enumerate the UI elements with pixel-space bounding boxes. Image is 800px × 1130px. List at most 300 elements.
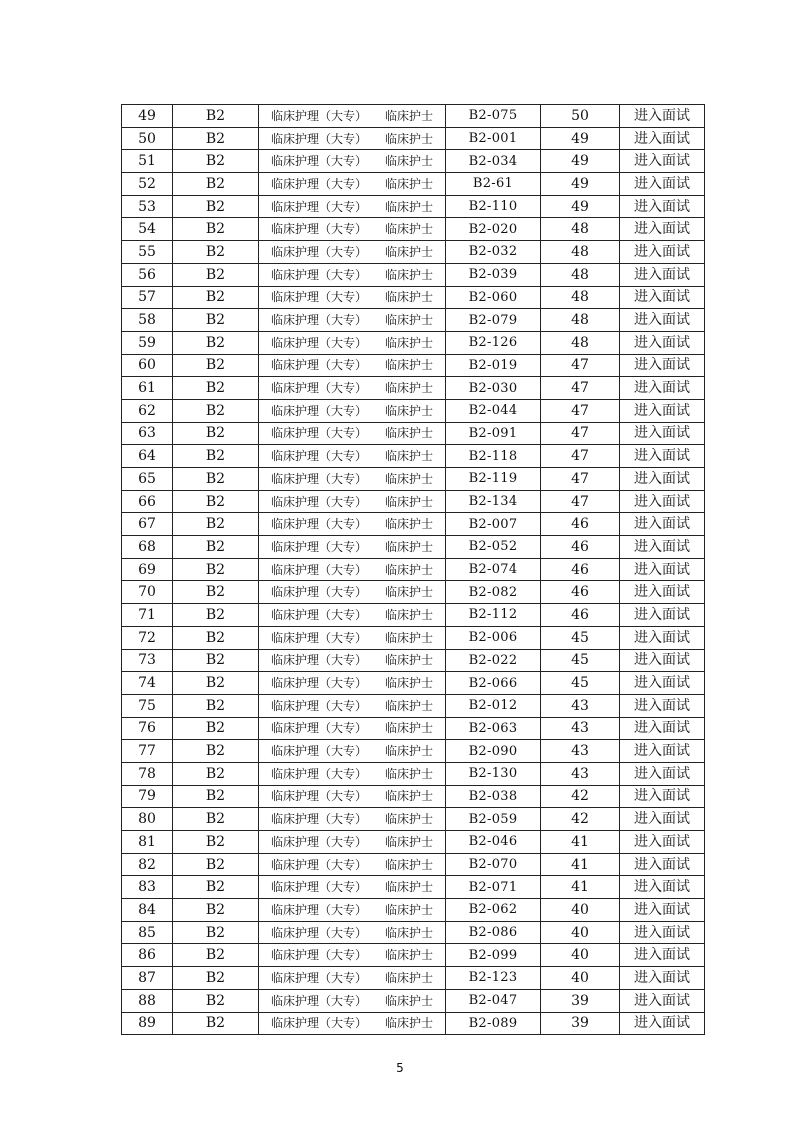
position-label: 临床护理（大专） (270, 970, 367, 985)
candidate-id-cell: B2-086 (446, 921, 541, 944)
result-cell: 进入面试 (620, 604, 705, 627)
rank-cell: 51 (122, 150, 173, 173)
score-cell: 39 (541, 1012, 620, 1035)
page-number: 5 (396, 1061, 404, 1075)
table-row (122, 626, 705, 649)
position-cell (259, 762, 446, 785)
post-label: 临床护士 (385, 880, 434, 895)
result-cell: 进入面试 (620, 445, 705, 468)
candidate-id-cell: B2-047 (446, 989, 541, 1012)
score-cell: 49 (541, 195, 620, 218)
result-cell: 进入面试 (620, 513, 705, 536)
score-cell: 49 (541, 150, 620, 173)
post-label: 临床护士 (385, 539, 434, 554)
score-cell: 41 (541, 831, 620, 854)
post-label: 临床护士 (385, 290, 434, 305)
post-label: 临床护士 (385, 403, 434, 418)
position-label: 临床护理（大专） (270, 426, 367, 441)
rank-cell: 87 (122, 967, 173, 990)
rank-cell: 84 (122, 899, 173, 922)
table-row (122, 195, 705, 218)
score-cell: 46 (541, 604, 620, 627)
position-label: 临床护理（大专） (270, 653, 367, 668)
table-row (122, 1012, 705, 1035)
candidate-id-cell: B2-134 (446, 490, 541, 513)
group-cell: B2 (173, 717, 259, 740)
result-cell: 进入面试 (620, 717, 705, 740)
group-cell: B2 (173, 354, 259, 377)
position-label: 临床护理（大专） (270, 676, 367, 691)
group-cell: B2 (173, 694, 259, 717)
post-label: 临床护士 (385, 857, 434, 872)
position-label: 临床护理（大专） (270, 744, 367, 759)
post-label: 临床护士 (385, 744, 434, 759)
table-row (122, 831, 705, 854)
post-label: 临床护士 (385, 471, 434, 486)
post-label: 临床护士 (385, 313, 434, 328)
candidate-id-cell: B2-071 (446, 876, 541, 899)
table-row (122, 876, 705, 899)
rank-cell: 58 (122, 309, 173, 332)
position-label: 临床护理（大专） (270, 449, 367, 464)
score-cell: 40 (541, 967, 620, 990)
post-label: 临床护士 (385, 721, 434, 736)
group-cell: B2 (173, 604, 259, 627)
group-cell: B2 (173, 762, 259, 785)
score-cell: 46 (541, 536, 620, 559)
rank-cell: 64 (122, 445, 173, 468)
position-cell (259, 989, 446, 1012)
post-label: 临床护士 (385, 108, 434, 123)
score-cell: 50 (541, 105, 620, 128)
table-row (122, 899, 705, 922)
candidate-id-cell: B2-089 (446, 1012, 541, 1035)
score-cell: 49 (541, 127, 620, 150)
rank-cell: 53 (122, 195, 173, 218)
result-cell: 进入面试 (620, 127, 705, 150)
post-label: 临床护士 (385, 1016, 434, 1031)
group-cell: B2 (173, 581, 259, 604)
result-cell: 进入面试 (620, 263, 705, 286)
score-cell: 42 (541, 808, 620, 831)
table-row (122, 581, 705, 604)
post-label: 临床护士 (385, 199, 434, 214)
post-label: 临床护士 (385, 630, 434, 645)
group-cell: B2 (173, 989, 259, 1012)
candidate-id-cell: B2-059 (446, 808, 541, 831)
rank-cell: 57 (122, 286, 173, 309)
group-cell: B2 (173, 218, 259, 241)
position-label: 临床护理（大专） (270, 766, 367, 781)
table-row (122, 672, 705, 695)
group-cell: B2 (173, 831, 259, 854)
candidate-id-cell: B2-066 (446, 672, 541, 695)
result-cell: 进入面试 (620, 876, 705, 899)
rank-cell: 66 (122, 490, 173, 513)
position-label: 临床护理（大专） (270, 993, 367, 1008)
result-cell: 进入面试 (620, 536, 705, 559)
score-cell: 43 (541, 762, 620, 785)
candidate-id-cell: B2-038 (446, 785, 541, 808)
position-cell (259, 740, 446, 763)
table-row (122, 218, 705, 241)
table-row (122, 694, 705, 717)
result-cell: 进入面试 (620, 218, 705, 241)
rank-cell: 65 (122, 468, 173, 491)
post-label: 临床护士 (385, 585, 434, 600)
table-row (122, 490, 705, 513)
position-cell (259, 468, 446, 491)
candidate-id-cell: B2-082 (446, 581, 541, 604)
rank-cell: 73 (122, 649, 173, 672)
position-cell (259, 309, 446, 332)
position-cell (259, 944, 446, 967)
position-label: 临床护理（大专） (270, 607, 367, 622)
group-cell: B2 (173, 967, 259, 990)
position-cell (259, 422, 446, 445)
position-cell (259, 331, 446, 354)
group-cell: B2 (173, 536, 259, 559)
score-cell: 42 (541, 785, 620, 808)
position-label: 临床护理（大专） (270, 290, 367, 305)
candidate-id-cell: B2-039 (446, 263, 541, 286)
group-cell: B2 (173, 127, 259, 150)
group-cell: B2 (173, 649, 259, 672)
position-cell (259, 105, 446, 128)
table-row (122, 717, 705, 740)
post-label: 临床护士 (385, 993, 434, 1008)
table-row (122, 422, 705, 445)
result-cell: 进入面试 (620, 899, 705, 922)
candidate-id-cell: B2-060 (446, 286, 541, 309)
table-row (122, 241, 705, 264)
position-cell (259, 377, 446, 400)
result-cell: 进入面试 (620, 581, 705, 604)
result-cell: 进入面试 (620, 762, 705, 785)
score-cell: 43 (541, 740, 620, 763)
post-label: 临床护士 (385, 562, 434, 577)
result-cell: 进入面试 (620, 921, 705, 944)
table-row (122, 468, 705, 491)
score-cell: 47 (541, 399, 620, 422)
candidate-id-cell: B2-123 (446, 967, 541, 990)
position-cell (259, 604, 446, 627)
rank-cell: 79 (122, 785, 173, 808)
table-row (122, 513, 705, 536)
position-cell (259, 649, 446, 672)
score-cell: 46 (541, 513, 620, 536)
rank-cell: 69 (122, 558, 173, 581)
rank-cell: 77 (122, 740, 173, 763)
score-cell: 48 (541, 241, 620, 264)
group-cell: B2 (173, 150, 259, 173)
post-label: 临床护士 (385, 970, 434, 985)
table-row (122, 785, 705, 808)
rank-cell: 78 (122, 762, 173, 785)
score-cell: 43 (541, 717, 620, 740)
position-cell (259, 672, 446, 695)
position-cell (259, 581, 446, 604)
rank-cell: 88 (122, 989, 173, 1012)
position-label: 临床护理（大专） (270, 222, 367, 237)
post-label: 临床护士 (385, 812, 434, 827)
position-label: 临床护理（大专） (270, 721, 367, 736)
position-label: 临床护理（大专） (270, 244, 367, 259)
position-label: 临床护理（大专） (270, 358, 367, 373)
rank-cell: 52 (122, 173, 173, 196)
result-cell: 进入面试 (620, 853, 705, 876)
post-label: 临床护士 (385, 789, 434, 804)
position-cell (259, 536, 446, 559)
result-cell: 进入面试 (620, 1012, 705, 1035)
table-row (122, 989, 705, 1012)
post-label: 临床护士 (385, 335, 434, 350)
result-cell: 进入面试 (620, 173, 705, 196)
table-row (122, 105, 705, 128)
group-cell: B2 (173, 377, 259, 400)
table-row (122, 740, 705, 763)
candidate-id-cell: B2-112 (446, 604, 541, 627)
rank-cell: 86 (122, 944, 173, 967)
position-cell (259, 558, 446, 581)
position-cell (259, 853, 446, 876)
position-cell (259, 445, 446, 468)
rank-cell: 75 (122, 694, 173, 717)
post-label: 临床护士 (385, 766, 434, 781)
candidate-id-cell: B2-130 (446, 762, 541, 785)
score-cell: 39 (541, 989, 620, 1012)
group-cell: B2 (173, 241, 259, 264)
score-cell: 43 (541, 694, 620, 717)
group-cell: B2 (173, 740, 259, 763)
table-row (122, 286, 705, 309)
position-cell (259, 694, 446, 717)
post-label: 临床护士 (385, 517, 434, 532)
post-label: 临床护士 (385, 154, 434, 169)
result-cell: 进入面试 (620, 989, 705, 1012)
rank-cell: 61 (122, 377, 173, 400)
post-label: 临床护士 (385, 267, 434, 282)
position-cell (259, 218, 446, 241)
table-row (122, 536, 705, 559)
group-cell: B2 (173, 468, 259, 491)
result-cell: 进入面试 (620, 377, 705, 400)
table-row (122, 354, 705, 377)
score-cell: 46 (541, 581, 620, 604)
position-cell (259, 967, 446, 990)
rank-cell: 70 (122, 581, 173, 604)
results-table (121, 104, 705, 1035)
position-label: 临床护理（大专） (270, 1016, 367, 1031)
candidate-id-cell: B2-032 (446, 241, 541, 264)
post-label: 临床护士 (385, 176, 434, 191)
group-cell: B2 (173, 399, 259, 422)
rank-cell: 50 (122, 127, 173, 150)
position-cell (259, 195, 446, 218)
group-cell: B2 (173, 808, 259, 831)
candidate-id-cell: B2-119 (446, 468, 541, 491)
result-cell: 进入面试 (620, 150, 705, 173)
table-row (122, 150, 705, 173)
candidate-id-cell: B2-079 (446, 309, 541, 332)
candidate-id-cell: B2-020 (446, 218, 541, 241)
result-cell: 进入面试 (620, 354, 705, 377)
position-cell (259, 241, 446, 264)
group-cell: B2 (173, 853, 259, 876)
position-label: 临床护理（大专） (270, 812, 367, 827)
candidate-id-cell: B2-070 (446, 853, 541, 876)
candidate-id-cell: B2-006 (446, 626, 541, 649)
table-row (122, 808, 705, 831)
group-cell: B2 (173, 944, 259, 967)
post-label: 临床护士 (385, 222, 434, 237)
rank-cell: 68 (122, 536, 173, 559)
position-label: 临床护理（大专） (270, 335, 367, 350)
post-label: 临床护士 (385, 948, 434, 963)
position-cell (259, 785, 446, 808)
position-cell (259, 876, 446, 899)
rank-cell: 62 (122, 399, 173, 422)
candidate-id-cell: B2-044 (446, 399, 541, 422)
table-row (122, 944, 705, 967)
score-cell: 41 (541, 853, 620, 876)
position-label: 临床护理（大专） (270, 267, 367, 282)
position-cell (259, 263, 446, 286)
rank-cell: 56 (122, 263, 173, 286)
group-cell: B2 (173, 331, 259, 354)
result-cell: 进入面试 (620, 105, 705, 128)
position-label: 临床护理（大专） (270, 494, 367, 509)
result-cell: 进入面试 (620, 649, 705, 672)
candidate-id-cell: B2-075 (446, 105, 541, 128)
result-cell: 进入面试 (620, 831, 705, 854)
position-label: 临床护理（大专） (270, 562, 367, 577)
result-cell: 进入面试 (620, 241, 705, 264)
result-cell: 进入面试 (620, 309, 705, 332)
rank-cell: 74 (122, 672, 173, 695)
rank-cell: 80 (122, 808, 173, 831)
score-cell: 40 (541, 944, 620, 967)
score-cell: 47 (541, 445, 620, 468)
position-cell (259, 286, 446, 309)
score-cell: 45 (541, 626, 620, 649)
group-cell: B2 (173, 899, 259, 922)
score-cell: 47 (541, 490, 620, 513)
position-cell (259, 921, 446, 944)
table-row (122, 558, 705, 581)
group-cell: B2 (173, 876, 259, 899)
candidate-id-cell: B2-61 (446, 173, 541, 196)
rank-cell: 59 (122, 331, 173, 354)
table-row (122, 921, 705, 944)
result-cell: 进入面试 (620, 422, 705, 445)
score-cell: 48 (541, 331, 620, 354)
position-label: 临床护理（大专） (270, 789, 367, 804)
position-cell (259, 127, 446, 150)
candidate-id-cell: B2-090 (446, 740, 541, 763)
position-cell (259, 626, 446, 649)
score-cell: 45 (541, 672, 620, 695)
post-label: 临床护士 (385, 381, 434, 396)
position-label: 临床护理（大专） (270, 154, 367, 169)
score-cell: 47 (541, 354, 620, 377)
candidate-id-cell: B2-052 (446, 536, 541, 559)
candidate-id-cell: B2-007 (446, 513, 541, 536)
candidate-id-cell: B2-126 (446, 331, 541, 354)
position-label: 临床护理（大专） (270, 199, 367, 214)
group-cell: B2 (173, 309, 259, 332)
score-cell: 48 (541, 309, 620, 332)
rank-cell: 55 (122, 241, 173, 264)
post-label: 临床护士 (385, 925, 434, 940)
rank-cell: 49 (122, 105, 173, 128)
table-row (122, 399, 705, 422)
candidate-id-cell: B2-034 (446, 150, 541, 173)
post-label: 临床护士 (385, 902, 434, 917)
score-cell: 48 (541, 286, 620, 309)
position-cell (259, 399, 446, 422)
candidate-id-cell: B2-074 (446, 558, 541, 581)
table-row (122, 762, 705, 785)
table-row (122, 173, 705, 196)
group-cell: B2 (173, 422, 259, 445)
result-cell: 进入面试 (620, 967, 705, 990)
rank-cell: 85 (122, 921, 173, 944)
candidate-id-cell: B2-019 (446, 354, 541, 377)
position-cell (259, 899, 446, 922)
post-label: 临床护士 (385, 834, 434, 849)
candidate-id-cell: B2-062 (446, 899, 541, 922)
score-cell: 41 (541, 876, 620, 899)
position-label: 临床护理（大专） (270, 403, 367, 418)
table-row (122, 263, 705, 286)
result-cell: 进入面试 (620, 785, 705, 808)
candidate-id-cell: B2-012 (446, 694, 541, 717)
post-label: 临床护士 (385, 358, 434, 373)
candidate-id-cell: B2-022 (446, 649, 541, 672)
result-cell: 进入面试 (620, 286, 705, 309)
result-cell: 进入面试 (620, 331, 705, 354)
table-row (122, 127, 705, 150)
post-label: 临床护士 (385, 244, 434, 259)
position-label: 临床护理（大专） (270, 108, 367, 123)
post-label: 临床护士 (385, 494, 434, 509)
group-cell: B2 (173, 173, 259, 196)
position-label: 临床护理（大专） (270, 131, 367, 146)
result-cell: 进入面试 (620, 672, 705, 695)
position-cell (259, 173, 446, 196)
score-cell: 48 (541, 263, 620, 286)
position-label: 临床护理（大专） (270, 880, 367, 895)
rank-cell: 82 (122, 853, 173, 876)
group-cell: B2 (173, 195, 259, 218)
position-label: 临床护理（大专） (270, 834, 367, 849)
group-cell: B2 (173, 286, 259, 309)
position-cell (259, 354, 446, 377)
candidate-id-cell: B2-118 (446, 445, 541, 468)
table-row (122, 649, 705, 672)
post-label: 临床护士 (385, 426, 434, 441)
rank-cell: 63 (122, 422, 173, 445)
candidate-id-cell: B2-001 (446, 127, 541, 150)
position-label: 临床护理（大专） (270, 471, 367, 486)
group-cell: B2 (173, 672, 259, 695)
position-label: 临床护理（大专） (270, 925, 367, 940)
position-label: 临床护理（大专） (270, 585, 367, 600)
post-label: 临床护士 (385, 449, 434, 464)
result-cell: 进入面试 (620, 626, 705, 649)
result-cell: 进入面试 (620, 694, 705, 717)
